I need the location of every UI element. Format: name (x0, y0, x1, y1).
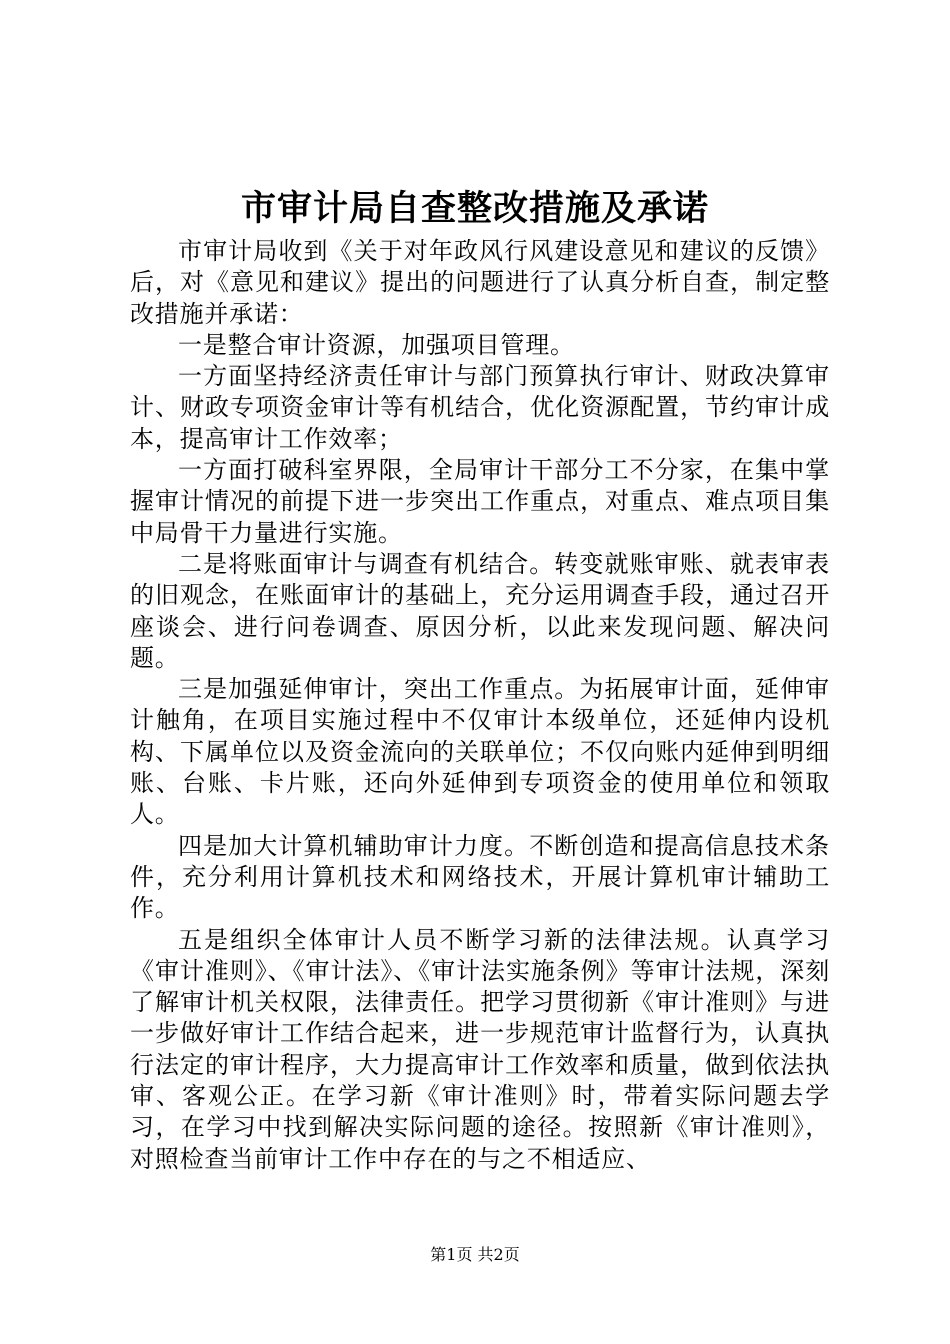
document-title: 市审计局自查整改措施及承诺 (240, 188, 709, 229)
page-number-footer: 第1页 共2页 (430, 1245, 520, 1264)
paragraph-point-5: 五是组织全体审计人员不断学习新的法律法规。认真学习《审计准则》、《审计法》、《审计法实施条例》等审计法规，深刻了解审计机关权限，法律责任。把学习贯彻新《审计准则》与进一步做好审计工作结合起来，进一步规范审计监督行为，认真执行法定的审计程序，大力提高审计工作效率和质量，做到依法执审、客观公正。在学习新《审计准则》时，带着实际问题去学习，在学习中找到解决实际问题的途径。按照新《审计准则》，对照检查当前审计工作中存在的与之不相适应、 (130, 925, 830, 1173)
paragraph-point-4: 四是加大计算机辅助审计力度。不断创造和提高信息技术条件，充分利用计算机技术和网络技术，开展计算机审计辅助工作。 (130, 831, 830, 923)
paragraph-intro: 市审计局收到《关于对年政风行风建设意见和建议的反馈》后，对《意见和建议》提出的问题进行了认真分析自查，制定整改措施并承诺： (130, 237, 830, 328)
paragraph-point-1-b: 一方面打破科室界限，全局审计干部分工不分家，在集中掌握审计情况的前提下进一步突出工作重点，对重点、难点项目集中局骨干力量进行实施。 (130, 456, 830, 547)
paragraph-point-1-a: 一方面坚持经济责任审计与部门预算执行审计、财政决算审计、财政专项资金审计等有机结合，优化资源配置，节约审计成本，提高审计工作效率； (130, 362, 830, 453)
document-body (130, 236, 830, 1175)
paragraph-point-2: 二是将账面审计与调查有机结合。转变就账审账、就表审表的旧观念，在账面审计的基础上，充分运用调查手段，通过召开座谈会、进行问卷调查、原因分析，以此来发现问题、解决问题。 (130, 549, 830, 672)
paragraph-point-1: 一是整合审计资源，加强项目管理。 (178, 330, 575, 359)
paragraph-point-3: 三是加强延伸审计，突出工作重点。为拓展审计面，延伸审计触角，在项目实施过程中不仅审计本级单位，还延伸内设机构、下属单位以及资金流向的关联单位；不仅向账内延伸到明细账、台账、卡片账，还向外延伸到专项资金的使用单位和领取人。 (130, 675, 830, 829)
